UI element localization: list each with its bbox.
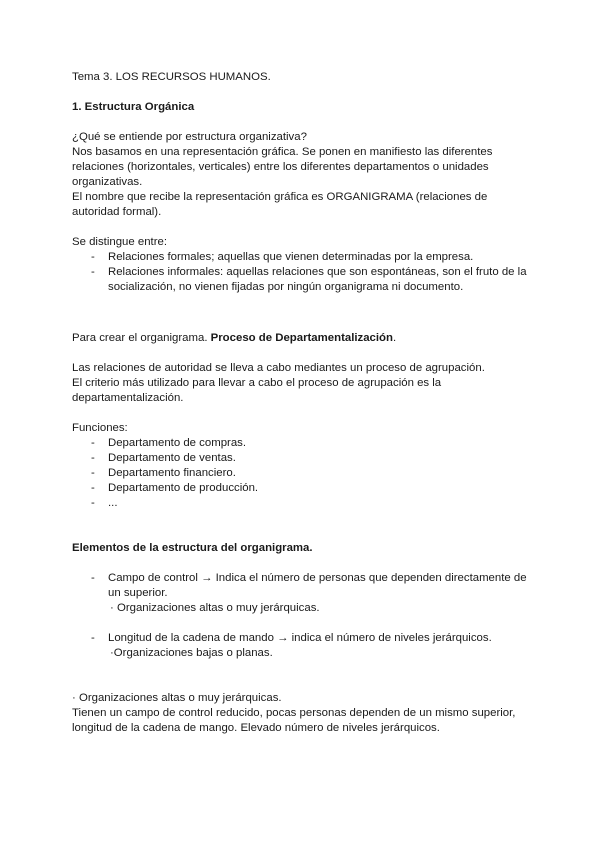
list-item xyxy=(72,631,532,661)
list-item-text: Longitud de la cadena de mando → indica el número de niveles jerárquicos. xyxy=(108,632,492,644)
dash-bullet: - xyxy=(91,437,95,449)
elements-list xyxy=(72,571,532,616)
section-heading-elementos: Elementos de la estructura del organigrama. xyxy=(72,542,313,554)
list-item xyxy=(72,451,532,466)
list-item-text: Campo de control → Indica el número de personas que dependen directamente de un superior. xyxy=(108,572,527,599)
list-item-subtext: ·Organizaciones bajas o planas. xyxy=(110,647,273,659)
distinguish-intro: Se distingue entre: xyxy=(72,236,167,248)
list-item-text: Relaciones formales; aquellas que vienen determinadas por la empresa. xyxy=(108,251,474,263)
list-item xyxy=(72,481,532,496)
document-title: Tema 3. LOS RECURSOS HUMANOS. xyxy=(72,71,271,83)
paragraph-representacion: Nos basamos en una representación gráfica. Se ponen en manifiesto las diferentes relaciones (horizontales, verticales) entre los diferentes departamentos o unidades organizativas. xyxy=(72,146,493,188)
list-item xyxy=(72,571,532,616)
distinguish-list xyxy=(72,250,532,295)
high-orgs-title: · Organizaciones altas o muy jerárquicas. xyxy=(72,692,282,704)
document-page xyxy=(72,70,532,736)
list-item-subtext: · Organizaciones altas o muy jerárquicas. xyxy=(110,602,320,614)
list-item xyxy=(72,436,532,451)
list-item-text: Departamento de producción. xyxy=(108,482,259,494)
dash-bullet: - xyxy=(91,497,95,509)
question-line: ¿Qué se entiende por estructura organizativa? xyxy=(72,131,307,143)
functions-intro: Funciones: xyxy=(72,422,128,434)
list-item xyxy=(72,265,532,295)
list-item-text: ... xyxy=(108,497,118,509)
organigrama-prefix: Para crear el organigrama. xyxy=(72,332,211,344)
list-item xyxy=(72,496,532,511)
elements-list-2 xyxy=(72,631,532,661)
organigrama-line xyxy=(72,331,532,346)
paragraph-organigrama: El nombre que recibe la representación gráfica es ORGANIGRAMA (relaciones de autoridad formal). xyxy=(72,191,488,218)
list-item xyxy=(72,466,532,481)
dash-bullet: - xyxy=(91,266,95,278)
functions-list xyxy=(72,436,532,511)
list-item-text: Relaciones informales: aquellas relaciones que son espontáneas, son el fruto de la socialización, no vienen fijadas por ningún organigrama ni documento. xyxy=(108,266,527,293)
high-orgs-text: Tienen un campo de control reducido, pocas personas dependen de un mismo superior, longitud de la cadena de mango. Elevado número de niveles jerárquicos. xyxy=(72,707,516,734)
criterion-line: El criterio más utilizado para llevar a cabo el proceso de agrupación es la departamentalización. xyxy=(72,377,442,404)
list-item-text: Departamento de compras. xyxy=(108,437,247,449)
authority-line: Las relaciones de autoridad se lleva a cabo mediantes un proceso de agrupación. xyxy=(72,362,485,374)
list-item-text: Departamento de ventas. xyxy=(108,452,236,464)
organigrama-suffix: . xyxy=(392,332,397,344)
list-item xyxy=(72,250,532,265)
dash-bullet: - xyxy=(91,251,95,263)
section-heading-estructura: 1. Estructura Orgánica xyxy=(72,101,195,113)
dash-bullet: - xyxy=(91,572,95,584)
dash-bullet: - xyxy=(91,632,95,644)
dash-bullet: - xyxy=(91,482,95,494)
list-item-text: Departamento financiero. xyxy=(108,467,236,479)
dash-bullet: - xyxy=(91,467,95,479)
dash-bullet: - xyxy=(91,452,95,464)
departamentalizacion-term: Proceso de Departamentalización xyxy=(210,332,393,344)
